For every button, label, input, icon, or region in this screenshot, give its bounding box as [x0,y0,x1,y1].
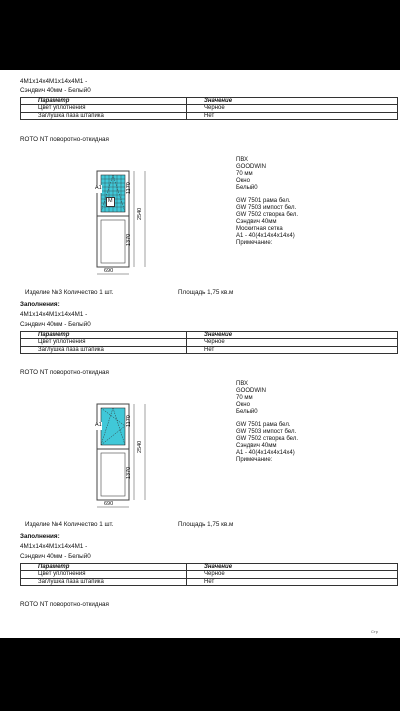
item3-fill-title: Заполнения: [20,301,60,308]
table-row: Заглушка паза штапика Нет [21,578,398,585]
table-row: Цвет уплотнения Черное [21,571,398,578]
params-table [20,97,398,120]
dim-total-item4: 2540 [137,440,143,453]
dim-width: 690 [104,268,114,274]
fill-line1: 4М1х14х4М1х14х4М1 - [20,78,88,85]
dim-width-item4: 690 [104,501,114,507]
label-m: M [106,197,115,207]
roto-label: ROTO NT поворотно-откидная [20,136,109,143]
page-number: Стр [371,629,378,634]
item4-caption: Изделие №4 Количество 1 шт. [25,521,114,528]
item3-roto: ROTO NT поворотно-откидная [20,369,109,376]
col-param-header: Параметр [21,98,187,105]
table-row: Цвет уплотнения Черное [21,105,398,112]
item3-caption: Изделие №3 Количество 1 шт. [25,289,114,296]
item3-fill-line2: Сэндвич 40мм - Белый0 [20,321,91,328]
dim-top-item4: 1170 [126,415,132,427]
item3-params-table: Параметр Значение Цвет уплотнения Черное Заглушка паза штапика Нет [20,331,398,354]
col-value-header: Значение [187,98,398,105]
item3-area: Площадь 1,75 кв.м [178,289,234,296]
spec-block-item3: ПВХ GOODWIN 70 мм Окно Белый0 GW 7501 рама бел. GW 7503 импост бел. GW 7502 створка бел. Сэндвич 40мм Москитная сетка A1 - 40(4x14x4x14x4) Примечание: [236,157,298,246]
item4-area: Площадь 1,75 кв.м [178,521,234,528]
table-row: Цвет уплотнения Черное [21,339,398,346]
item4-fill-title: Заполнения: [20,533,60,540]
label-a1-item4: A1 [95,422,102,428]
item4-fill-line2: Сэндвич 40мм - Белый0 [20,553,91,560]
table-row: Заглушка паза штапика Нет [21,346,398,353]
fill-line2: Сэндвич 40мм - Белый0 [20,87,91,94]
item4-roto: ROTO NT поворотно-откидная [20,601,109,608]
document-page [0,70,400,638]
item4-fill-line1: 4М1х14х4М1х14х4М1 - [20,543,88,550]
label-a1: A1 [95,185,102,191]
item4-params-table: Параметр Значение Цвет уплотнения Черное Заглушка паза штапика Нет [20,563,398,586]
item3-fill-line1: 4М1х14х4М1х14х4М1 - [20,311,88,318]
dim-bottom-item4: 1370 [126,466,132,479]
dim-total: 2540 [137,207,143,220]
dim-bottom: 1370 [126,233,132,246]
dim-top: 1170 [126,182,132,194]
table-row: Заглушка паза штапика Нет [21,112,398,119]
spec-block-item4: ПВХ GOODWIN 70 мм Окно Белый0 GW 7501 рама бел. GW 7503 импост бел. GW 7502 створка бел. Сэндвич 40мм A1 - 40(4x14x4x14x4) Примечание: [236,381,298,463]
